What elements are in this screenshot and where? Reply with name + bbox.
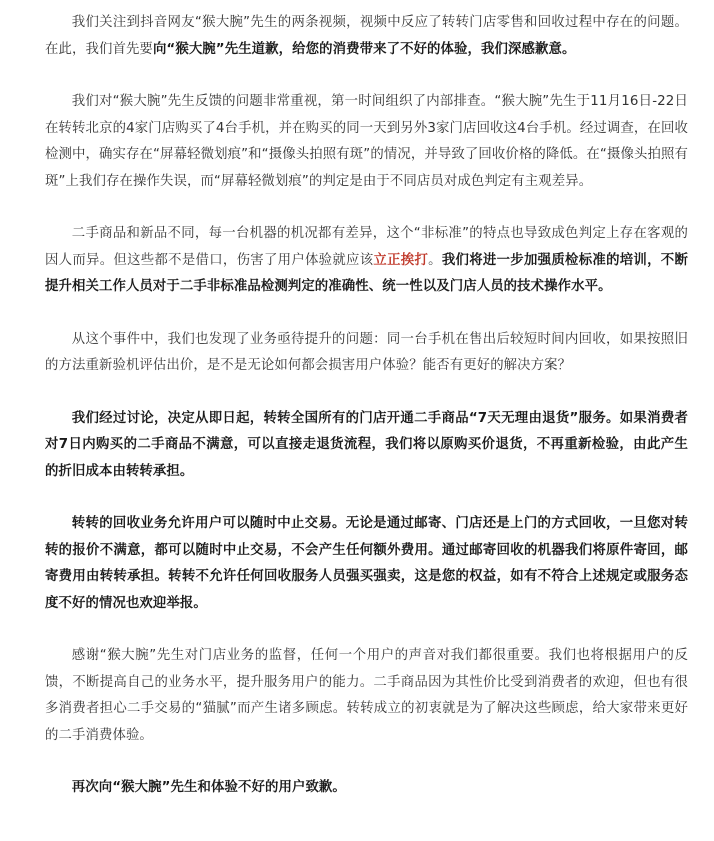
paragraph-recycling-policy: 转转的回收业务允许用户可以随时中止交易。无论是通过邮寄、门店还是上门的方式回收，一旦您对转转的报价不满意，都可以随时中止交易，不会产生任何额外费用。通过邮寄回收的机器我们将原件寄回，邮寄费用由转转承担。转转不允许任何回收服务人员强买强卖，这是您的权益，如有不符合上述规定或服务态度不好的情况也欢迎举报。 bbox=[45, 516, 688, 611]
paragraph-return-policy: 我们经过讨论，决定从即日起，转转全国所有的门店开通二手商品“7天无理由退货”服务。如果消费者对7日内购买的二手商品不满意，可以直接走退货流程，我们将以原购买价退货，不再重新检验，由此产生的折旧成本由转转承担。 bbox=[45, 410, 688, 479]
nonstandard-period: 。 bbox=[428, 252, 442, 268]
paragraph-intro bbox=[45, 10, 688, 63]
intro-text: 我们关注到抖音网友“猴大腕”先生的两条视频，视频中反应了转转门店零售和回收过程中存在的问题。在此，我们首先要 bbox=[45, 15, 688, 57]
paragraph-thanks: 感谢“猴大腕”先生对门店业务的监督，任何一个用户的声音对我们都很重要。我们也将根据用户的反馈，不断提高自己的业务水平，提升服务用户的能力。二手商品因为其性价比受到消费者的欢迎，但也有很多消费者担心二手交易的“猫腻”而产生诸多顾虑。转转成立的初衷就是为了解决这些顾虑，给大家带来更好的二手消费体验。 bbox=[45, 648, 688, 743]
paragraph-nonstandard bbox=[45, 221, 688, 301]
paragraph-investigation: 我们对“猴大腕”先生反馈的问题非常重视，第一时间组织了内部排查。“猴大腕”先生于11月16日-22日在转转北京的4家门店购买了4台手机，并在购买的同一天到另外3家门店回收这4台手机。经过调查，在回收检测中，确实存在“屏幕轻微划痕”和“摄像头拍照有斑”的情况，并导致了回收价格的降低。在“摄像头拍照有斑”上我们存在操作失误，而“屏幕轻微划痕”的判定是由于不同店员对成色判定有主观差异。 bbox=[45, 94, 688, 189]
paragraph-closing-apology: 再次向“猴大腕”先生和体验不好的用户致歉。 bbox=[71, 780, 346, 795]
training-commitment-bold: 我们将进一步加强质检标准的培训，不断提升相关工作人员对于二手非标准品检测判定的准确性、统一性以及门店人员的技术操作水平。 bbox=[45, 252, 688, 294]
emphasis-red-text: 立正挨打 bbox=[373, 252, 429, 268]
paragraph-problem: 从这个事件中，我们也发现了业务亟待提升的问题：同一台手机在售出后较短时间内回收，如果按照旧的方法重新验机评估出价，是不是无论如何都会损害用户体验？能否有更好的解决方案？ bbox=[45, 331, 688, 373]
nonstandard-text: 二手商品和新品不同，每一台机器的机况都有差异，这个“非标准”的特点也导致成色判定上存在客观的因人而异。但这些都不是借口，伤害了用户体验就应该 bbox=[45, 226, 688, 268]
intro-apology-bold: 向“猴大腕”先生道歉，给您的消费带来了不好的体验，我们深感歉意。 bbox=[152, 41, 576, 57]
